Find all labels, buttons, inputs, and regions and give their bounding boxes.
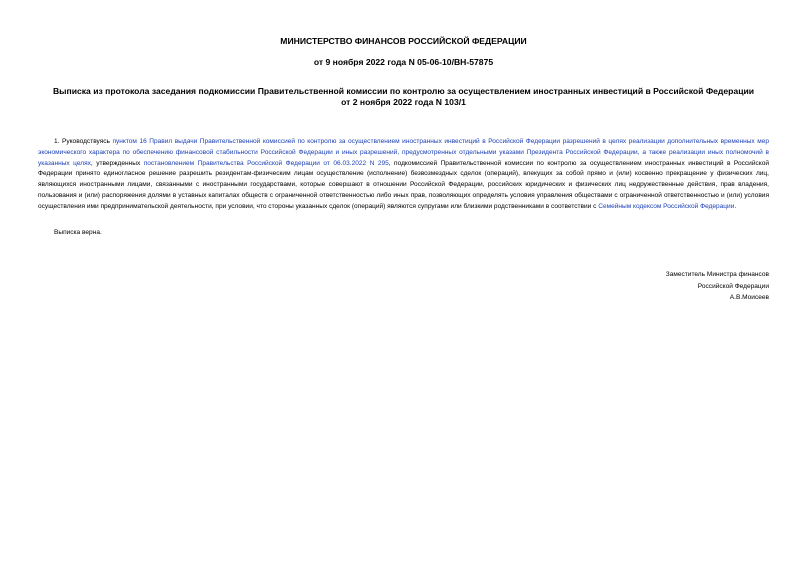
- paragraph-text: , подкомиссией Правительственной комиссии по контролю за осуществлением иностранных инвестиций в Российской Федерации принято единогласное решение разрешить резидентам-физическим лицам осуществление (исполнение) безвозмездных сделок (операций), влекущих за собой прямо и (или) косвенно прекращение у физических лиц, являющихся иностранными лицами, связанными с иностранными государствами, которые совершают в отношении Российской Федерации, российских юридических и физических лиц недружественные действия, прав владения, пользования и (или) распоряжения долями в уставных капиталах обществ с ограниченной ответственностью либо иных прав, позволяющих определять условия управления обществами с ограниченной ответственностью и (или) условия осуществления ими предпринимательской деятельности, при условии, что стороны указанных сделок (операций) являются супругами или близкими родственниками в соответствии с: [38, 159, 770, 210]
- signer-position-country: Российской Федерации: [697, 282, 769, 290]
- resolution-link[interactable]: постановлением Правительства Российской Федерации от 06.03.2022 N 295: [143, 159, 389, 167]
- signer-position: Заместитель Министра финансов: [665, 271, 769, 278]
- rules-link[interactable]: пунктом 16 Правил выдачи Правительственной комиссией по контролю за осуществлением иностранных инвестиций в Российской Федерации разрешений в целях реализации дополнительных временных мер экономического характера по обеспечению финансовой стабильности Российской Федерации и иных разрешений, предусмотренных отдельными указами Президента Российской Федерации, а также реализации иных полномочий в указанных целях: [38, 138, 770, 167]
- ministry-heading: МИНИСТЕРСТВО ФИНАНСОВ РОССИЙСКОЙ ФЕДЕРАЦИИ: [280, 36, 527, 46]
- document-title: Выписка из протокола заседания подкомиссии Правительственной комиссии по контролю за осуществлением иностранных инвестиций в Российской Федерации: [52, 86, 755, 96]
- paragraph-text: 1. Руководствуясь: [54, 138, 113, 145]
- signature-block: [666, 269, 769, 304]
- letter-reference: от 9 ноября 2022 года N 05-06-10/ВН-57875: [313, 57, 494, 67]
- decision-paragraph: [38, 137, 769, 213]
- paragraph-text: , утвержденных: [90, 159, 144, 167]
- protocol-date: от 2 ноября 2022 года N 103/1: [341, 97, 466, 107]
- paragraph-text: .: [734, 202, 737, 210]
- family-code-link[interactable]: Семейным кодексом Российской Федерации: [598, 202, 735, 210]
- signer-name: А.В.Моисеев: [729, 294, 769, 302]
- verification-note: Выписка верна.: [54, 229, 102, 236]
